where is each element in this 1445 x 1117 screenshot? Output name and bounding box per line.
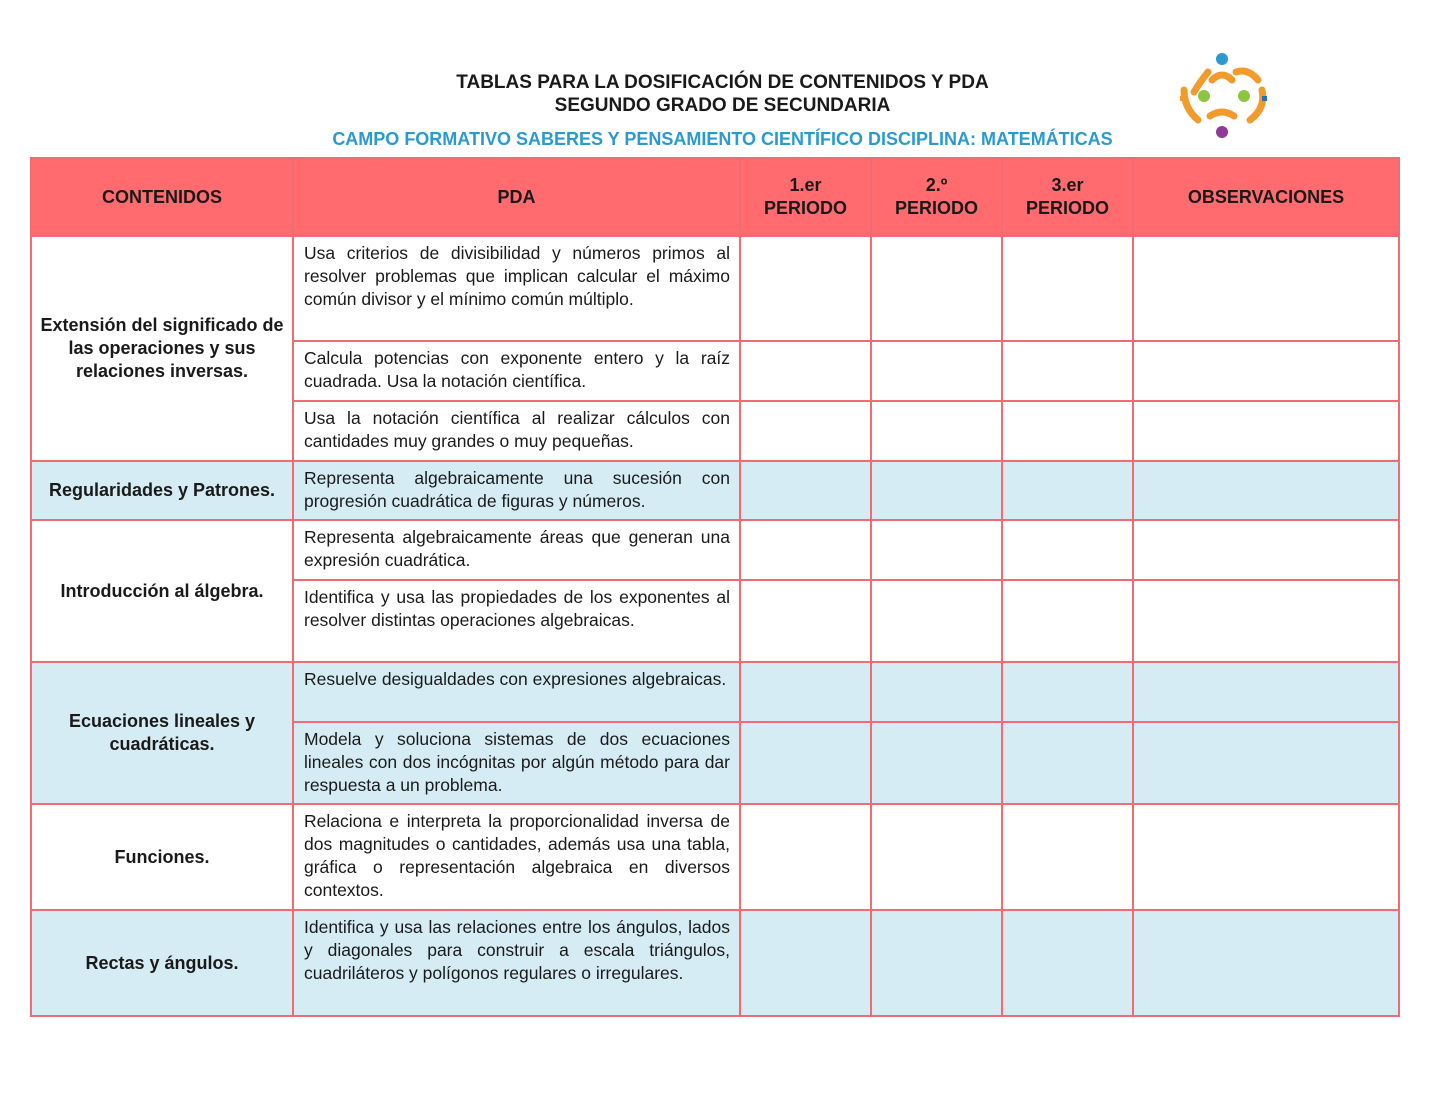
periodo-3-cell[interactable]	[1002, 461, 1133, 520]
periodo-2-cell[interactable]	[871, 461, 1002, 520]
pda-cell: Usa la notación científica al realizar cálculos con cantidades muy grandes o muy pequeñas.	[293, 401, 740, 461]
periodo-3-cell[interactable]	[1002, 341, 1133, 401]
contenido-cell: Rectas y ángulos.	[31, 910, 293, 1016]
header-pda: PDA	[293, 158, 740, 236]
document-grade: SEGUNDO GRADO DE SECUNDARIA	[554, 95, 891, 116]
contenido-cell: Extensión del significado de las operaciones y sus relaciones inversas.	[31, 236, 293, 461]
header-periodo-3: 3.er PERIODO	[1002, 158, 1133, 236]
periodo-3-cell[interactable]	[1002, 520, 1133, 580]
document-title: TABLAS PARA LA DOSIFICACIÓN DE CONTENIDOS Y PDA	[456, 72, 989, 93]
periodo-1-cell[interactable]	[740, 341, 871, 401]
observaciones-cell[interactable]	[1133, 236, 1399, 341]
periodo-2-cell[interactable]	[871, 662, 1002, 722]
observaciones-cell[interactable]	[1133, 580, 1399, 662]
periodo-3-cell[interactable]	[1002, 401, 1133, 461]
periodo-3-cell[interactable]	[1002, 804, 1133, 910]
periodo-1-cell[interactable]	[740, 580, 871, 662]
contenido-cell: Introducción al álgebra.	[31, 520, 293, 662]
observaciones-cell[interactable]	[1133, 341, 1399, 401]
periodo-2-cell[interactable]	[871, 341, 1002, 401]
pda-cell: Relaciona e interpreta la proporcionalidad inversa de dos magnitudes o cantidades, además usa una tabla, gráfica o representación algebraica en diversos contextos.	[293, 804, 740, 910]
pda-cell: Resuelve desigualdades con expresiones algebraicas.	[293, 662, 740, 722]
periodo-1-cell[interactable]	[740, 910, 871, 1016]
periodo-1-cell[interactable]	[740, 662, 871, 722]
pda-cell: Identifica y usa las propiedades de los exponentes al resolver distintas operaciones algebraicas.	[293, 580, 740, 662]
table-row	[31, 236, 1399, 341]
periodo-2-cell[interactable]	[871, 910, 1002, 1016]
pda-cell: Representa algebraicamente una sucesión con progresión cuadrática de figuras y números.	[293, 461, 740, 520]
periodo-1-cell[interactable]	[740, 804, 871, 910]
pda-cell: Modela y soluciona sistemas de dos ecuaciones lineales con dos incógnitas por algún método para dar respuesta a un problema.	[293, 722, 740, 804]
pda-cell: Calcula potencias con exponente entero y la raíz cuadrada. Usa la notación científica.	[293, 341, 740, 401]
header-observaciones: OBSERVACIONES	[1133, 158, 1399, 236]
periodo-3-cell[interactable]	[1002, 236, 1133, 341]
periodo-2-cell[interactable]	[871, 401, 1002, 461]
periodo-1-cell[interactable]	[740, 236, 871, 341]
periodo-1-cell[interactable]	[740, 401, 871, 461]
table-header-row	[31, 158, 1399, 236]
contenido-cell: Regularidades y Patrones.	[31, 461, 293, 520]
header-contenidos: CONTENIDOS	[31, 158, 293, 236]
observaciones-cell[interactable]	[1133, 520, 1399, 580]
periodo-2-cell[interactable]	[871, 236, 1002, 341]
periodo-1-cell[interactable]	[740, 722, 871, 804]
contenido-cell: Funciones.	[31, 804, 293, 910]
pda-cell: Representa algebraicamente áreas que generan una expresión cuadrática.	[293, 520, 740, 580]
table-row	[31, 804, 1399, 910]
periodo-2-cell[interactable]	[871, 580, 1002, 662]
observaciones-cell[interactable]	[1133, 662, 1399, 722]
periodo-3-cell[interactable]	[1002, 910, 1133, 1016]
header-periodo-2: 2.º PERIODO	[871, 158, 1002, 236]
pda-cell: Usa criterios de divisibilidad y números primos al resolver problemas que implican calcular el máximo común divisor y el mínimo común múltiplo.	[293, 236, 740, 341]
periodo-2-cell[interactable]	[871, 804, 1002, 910]
people-circle-logo-icon	[1174, 50, 1274, 142]
observaciones-cell[interactable]	[1133, 804, 1399, 910]
periodo-2-cell[interactable]	[871, 520, 1002, 580]
periodo-3-cell[interactable]	[1002, 722, 1133, 804]
contenido-cell: Ecuaciones lineales y cuadráticas.	[31, 662, 293, 804]
table-row	[31, 910, 1399, 1016]
periodo-1-cell[interactable]	[740, 461, 871, 520]
table-row	[31, 662, 1399, 722]
observaciones-cell[interactable]	[1133, 910, 1399, 1016]
observaciones-cell[interactable]	[1133, 722, 1399, 804]
periodo-3-cell[interactable]	[1002, 662, 1133, 722]
periodo-2-cell[interactable]	[871, 722, 1002, 804]
header-periodo-1: 1.er PERIODO	[740, 158, 871, 236]
dosificacion-table	[30, 157, 1400, 1017]
observaciones-cell[interactable]	[1133, 401, 1399, 461]
pda-cell: Identifica y usa las relaciones entre los ángulos, lados y diagonales para construir a escala triángulos, cuadriláteros y polígonos regulares o irregulares.	[293, 910, 740, 1016]
periodo-1-cell[interactable]	[740, 520, 871, 580]
observaciones-cell[interactable]	[1133, 461, 1399, 520]
periodo-3-cell[interactable]	[1002, 580, 1133, 662]
table-row	[31, 520, 1399, 580]
table-row	[31, 461, 1399, 520]
document-subtitle: CAMPO FORMATIVO SABERES Y PENSAMIENTO CIENTÍFICO DISCIPLINA: MATEMÁTICAS	[332, 129, 1113, 149]
